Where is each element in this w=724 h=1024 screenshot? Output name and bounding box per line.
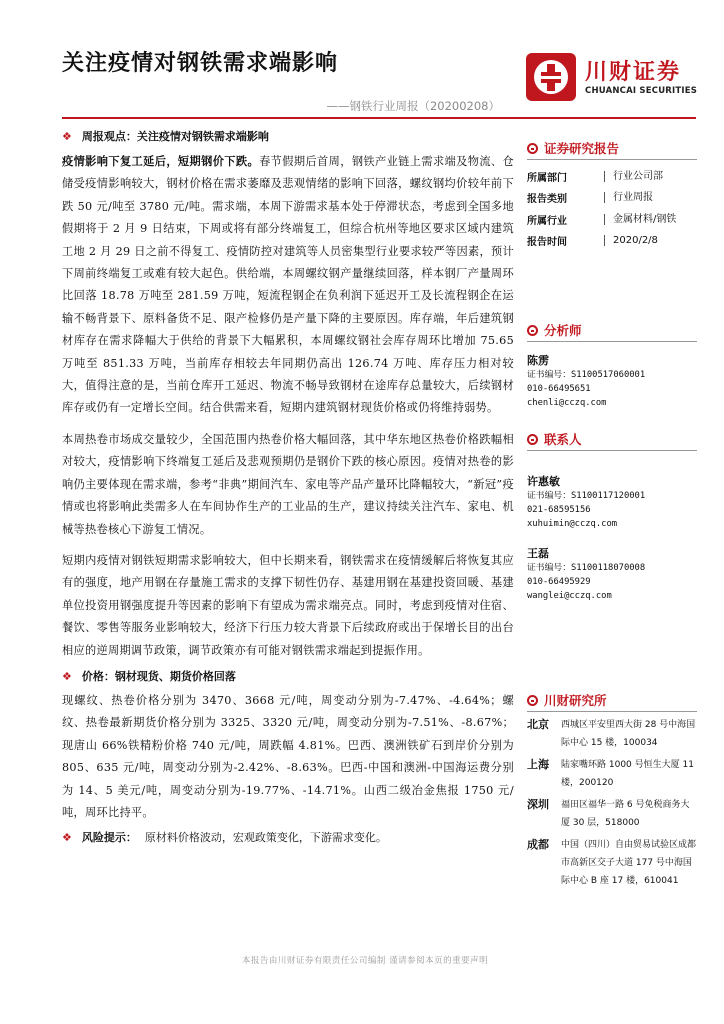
footer-disclaimer: 本报告由川财证券有限责任公司编制 谨请参阅本页的重要声明	[241, 956, 489, 966]
report-info-list	[527, 166, 697, 251]
section-marker-icon	[527, 434, 538, 445]
office-item: 成都 中国（四川）自由贸易试验区成都市高新区交子大道 177 号中海国际中心 B 座 17 楼，610041	[527, 838, 697, 887]
report-subtitle: ——钢铁行业周报（20200208）	[326, 99, 500, 113]
contact-cert: 证书编号：S1100118070008	[527, 563, 646, 574]
contact-name: 许惠敏	[527, 475, 560, 489]
office-item: 深圳 福田区福华一路 6 号免税商务大厦 30 层，518000	[527, 798, 690, 829]
section-heading-outlook: ❖ 周报观点：关注疫情对钢铁需求端影响	[62, 130, 269, 143]
logo-english-name: CHUANCAI SECURITIES	[585, 86, 698, 96]
analyst-cert: 证书编号：S1100517060001	[527, 370, 646, 381]
price-paragraph: 现螺纹、热卷价格分别为 3470、3668 元/吨，周变动分别为-7.47%、-4.64%；螺纹、热卷最新期货价格分别为 3325、3320 元/吨，周变动分别为-7.51%、-8.67%；现唐山 66%铁精粉价格 740 元/吨，周跌幅 4.81%。巴西、澳洲铁矿石到岸价分别为 805、635 元/吨，周变动分别为-2.42%、-8.63%。巴西-中国和澳洲-中国海运费分别为 14、5 美元/吨，周变动分别为-19.77%、-14.71%。山西二级冶金焦报 1750 元/吨，周环比持平。	[62, 693, 514, 819]
outlook-paragraph-2: 本周热卷市场成交量较少，全国范围内热卷价格大幅回落，其中华东地区热卷价格跌幅相对较大，疫情影响下终端复工延后及悲观预期仍是钢价下跌的核心原因。疫情对热卷的影响仍主要体现在需求端，参考“非典”期间汽车、家电等产品产量环比降幅较大，“新冠”疫情或也将影响此类需多人在车间协作生产的工业品的生产，建议持续关注汽车、家电、机械等热卷核心下游复工情况。	[62, 432, 514, 536]
page-title: 关注疫情对钢铁需求端影响	[62, 51, 339, 76]
analyst-heading: 分析师	[527, 319, 697, 342]
contact-card	[527, 473, 697, 531]
contact-cert: 证书编号：S1100117120001	[527, 491, 646, 502]
report-info-heading: 证券研究报告	[527, 137, 697, 160]
contact-phone: 021-68595156	[527, 505, 591, 516]
main-content	[62, 128, 514, 847]
office-item: 上海 陆家嘴环路 1000 号恒生大厦 11 楼，200120	[527, 758, 694, 789]
risk-text: 原材料价格波动，宏观政策变化，下游需求变化。	[144, 831, 387, 845]
section-heading-risk: ❖ 风险提示： 原材料价格波动，宏观政策变化，下游需求变化。	[62, 831, 387, 845]
sidebar	[527, 137, 697, 890]
analyst-name: 陈雳	[527, 354, 549, 368]
outlook-paragraph-1: 疫情影响下复工延后，短期钢价下跌。春节假期后首周，钢铁产业链上需求端及物流、仓储受疫情影响较大，钢材价格在需求萎靡及悲观情绪的影响下回落，螺纹钢均价较年前下跌 50 元/吨至 3780 元/吨。需求端，本周下游需求基本处于停滞状态，考虑到全国多地假期将于 2 月 9 日结束，下周或将有部分终端复工，但综合杭州等地区要求区域内建筑工地 2 月 29 日之前不得复工、疫情防控对建筑等人员密集型行业要求较严等因素，预计下周前终端复工或难有较大起色。供给端，本周螺纹钢产量继续回落，样本钢厂产量周环比回落 18.78 万吨至 281.59 万吨，短流程钢企在负利润下延迟开工及长流程钢企在运输不畅背景下、原料备货不足、限产检修仍是产量下降的主要原因。库存端，年后建筑钢材库存在需求降幅大于供给的背景下大幅累积，本周螺纹钢社会库存周环比增加 75.65 万吨至 851.33 万吨，当前库存相较去年同期仍高出 126.74 万吨、库存压力相对较大，值得注意的是，当前仓库开工延迟、物流不畅导致钢材在途库存总量较大，后续钢材库存或仍有一定增长空间。结合供需来看，短期内建筑钢材现货价格或仍将维持弱势。	[62, 154, 514, 415]
contact-name: 王磊	[527, 547, 549, 561]
info-row: 所属行业 金属材料/钢铁	[527, 213, 677, 227]
contact-heading: 联系人	[527, 428, 697, 451]
analyst-email[interactable]: chenli@cczq.com	[527, 398, 607, 409]
info-row: 报告时间 2020/2/8	[527, 235, 658, 249]
logo-mark-icon	[523, 50, 579, 104]
logo-chinese-name: 川财证券	[585, 60, 682, 85]
diamond-bullet-icon: ❖	[62, 130, 72, 143]
office-list	[527, 716, 697, 890]
office-item: 北京 西城区平安里西大街 28 号中海国际中心 15 楼，100034	[527, 718, 696, 749]
section-marker-icon	[527, 143, 538, 154]
analyst-phone: 010-66495651	[527, 384, 591, 395]
info-row: 报告类别 行业周报	[527, 192, 653, 206]
diamond-bullet-icon: ❖	[62, 669, 72, 683]
section-marker-icon	[527, 695, 538, 706]
header-divider	[62, 117, 696, 119]
section-marker-icon	[527, 325, 538, 336]
section-heading-price: ❖ 价格：钢材现货、期货价格回落	[62, 669, 236, 683]
info-row: 所属部门 行业公司部	[527, 171, 663, 185]
outlook-paragraph-3: 短期内疫情对钢铁短期需求影响较大，但中长期来看，钢铁需求在疫情缓解后将恢复其应有的强度，地产用钢在存量施工需求的支撑下韧性仍存、基建用钢在基建投资回暖、基建单位投资用钢强度提升等因素的影响下有望成为需求端亮点。同时，考虑到疫情对住宿、餐饮、零售等服务业影响较大，经济下行压力较大背景下后续政府或出于保增长目的出台相应的逆周期调节政策，调节政策亦有可能对钢铁需求端起到提振作用。	[62, 553, 514, 657]
contact-phone: 010-66495929	[527, 577, 591, 588]
institute-heading: 川财研究所	[527, 689, 697, 712]
analyst-card	[527, 352, 697, 410]
diamond-bullet-icon: ❖	[62, 831, 72, 845]
contact-email[interactable]: xuhuimin@cczq.com	[527, 519, 618, 530]
contact-email[interactable]: wanglei@cczq.com	[527, 591, 612, 602]
contact-card	[527, 545, 697, 603]
